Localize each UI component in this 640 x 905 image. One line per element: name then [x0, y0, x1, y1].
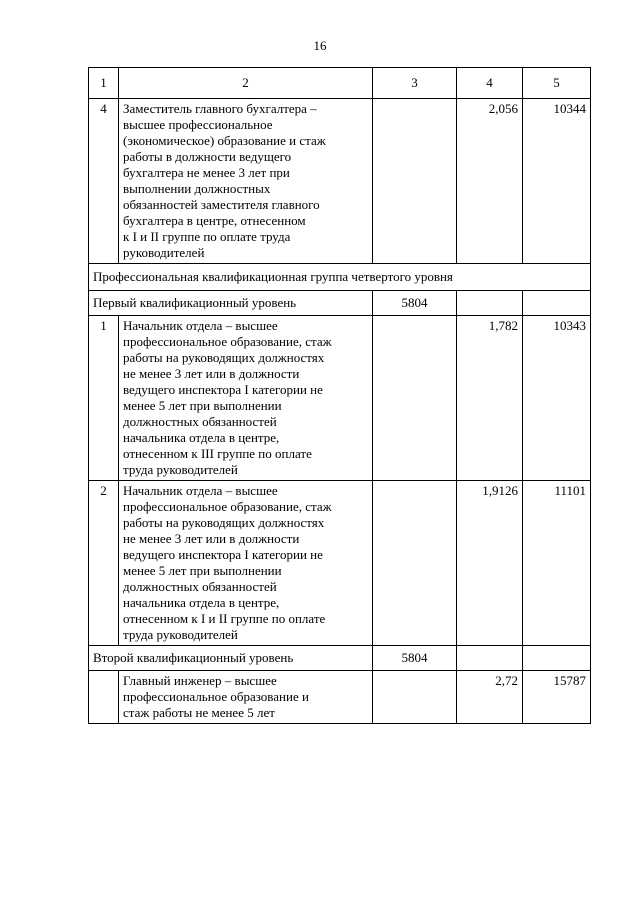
- coefficient-cell: 2,72: [457, 671, 523, 724]
- description-line: выполнении должностных: [123, 181, 271, 196]
- empty-cell: [523, 646, 591, 671]
- description-line: должностных обязанностей: [123, 579, 277, 594]
- table-row: [89, 671, 591, 724]
- table-body: [89, 68, 591, 724]
- table-header-row: [89, 68, 591, 99]
- header-col-5: 5: [523, 68, 591, 99]
- code-cell: 15787: [523, 671, 591, 724]
- description-line: профессиональное образование, стаж: [123, 499, 332, 514]
- code-cell: 10344: [523, 99, 591, 264]
- salary-cell: [373, 481, 457, 646]
- salary-cell: [373, 671, 457, 724]
- row-number: [89, 671, 119, 724]
- header-col-3: 3: [373, 68, 457, 99]
- description-line: бухгалтера в центре, отнесенном: [123, 213, 306, 228]
- description-line: ведущего инспектора I категории не: [123, 382, 323, 397]
- qualification-group-row: [89, 264, 591, 291]
- coefficient-cell: 1,9126: [457, 481, 523, 646]
- salary-cell: [373, 316, 457, 481]
- level-salary-cell: 5804: [373, 291, 457, 316]
- description-line: отнесенном к I и II группе по оплате: [123, 611, 326, 626]
- coefficient-cell: 2,056: [457, 99, 523, 264]
- level-salary-cell: 5804: [373, 646, 457, 671]
- description-line: Начальник отдела – высшее: [123, 318, 278, 333]
- description-line: высшее профессиональное: [123, 117, 273, 132]
- table-row: [89, 99, 591, 264]
- description-line: работы на руководящих должностях: [123, 515, 325, 530]
- description-line: начальника отдела в центре,: [123, 430, 280, 445]
- description-line: труда руководителей: [123, 627, 238, 642]
- description-line: Начальник отдела – высшее: [123, 483, 278, 498]
- description-line: профессиональное образование, стаж: [123, 334, 332, 349]
- header-col-4: 4: [457, 68, 523, 99]
- description-line: менее 5 лет при выполнении: [123, 398, 282, 413]
- empty-cell: [523, 291, 591, 316]
- position-description: [119, 481, 373, 646]
- code-cell: 10343: [523, 316, 591, 481]
- description-line: бухгалтера не менее 3 лет при: [123, 165, 290, 180]
- description-line: начальника отдела в центре,: [123, 595, 280, 610]
- description-line: работы на руководящих должностях: [123, 350, 325, 365]
- description-line: Главный инженер – высшее: [123, 673, 277, 688]
- qualification-level-row: [89, 291, 591, 316]
- description-line: (экономическое) образование и стаж: [123, 133, 326, 148]
- description-line: профессиональное образование и: [123, 689, 309, 704]
- qualification-group-title: Профессиональная квалификационная группа четвертого уровня: [89, 264, 591, 291]
- description-line: Заместитель главного бухгалтера –: [123, 101, 317, 116]
- description-line: руководителей: [123, 245, 205, 260]
- row-number: 4: [89, 99, 119, 264]
- position-description: [119, 671, 373, 724]
- salary-cell: [373, 99, 457, 264]
- description-line: должностных обязанностей: [123, 414, 277, 429]
- qualification-level-title: Второй квалификационный уровень: [89, 646, 373, 671]
- row-number: 2: [89, 481, 119, 646]
- description-line: не менее 3 лет или в должности: [123, 531, 300, 546]
- position-description: [119, 99, 373, 264]
- position-description: [119, 316, 373, 481]
- table-row: [89, 481, 591, 646]
- description-line: обязанностей заместителя главного: [123, 197, 320, 212]
- header-col-2: 2: [119, 68, 373, 99]
- description-line: стаж работы не менее 5 лет: [123, 705, 275, 720]
- description-line: труда руководителей: [123, 462, 238, 477]
- empty-cell: [457, 646, 523, 671]
- description-line: отнесенном к III группе по оплате: [123, 446, 312, 461]
- table-row: [89, 316, 591, 481]
- code-cell: 11101: [523, 481, 591, 646]
- qualification-level-row: [89, 646, 591, 671]
- qualification-table: [88, 67, 591, 724]
- row-number: 1: [89, 316, 119, 481]
- description-line: менее 5 лет при выполнении: [123, 563, 282, 578]
- header-col-1: 1: [89, 68, 119, 99]
- description-line: к I и II группе по оплате труда: [123, 229, 291, 244]
- description-line: ведущего инспектора I категории не: [123, 547, 323, 562]
- description-line: не менее 3 лет или в должности: [123, 366, 300, 381]
- qualification-level-title: Первый квалификационный уровень: [89, 291, 373, 316]
- empty-cell: [457, 291, 523, 316]
- description-line: работы в должности ведущего: [123, 149, 292, 164]
- coefficient-cell: 1,782: [457, 316, 523, 481]
- page-number: 16: [313, 38, 327, 53]
